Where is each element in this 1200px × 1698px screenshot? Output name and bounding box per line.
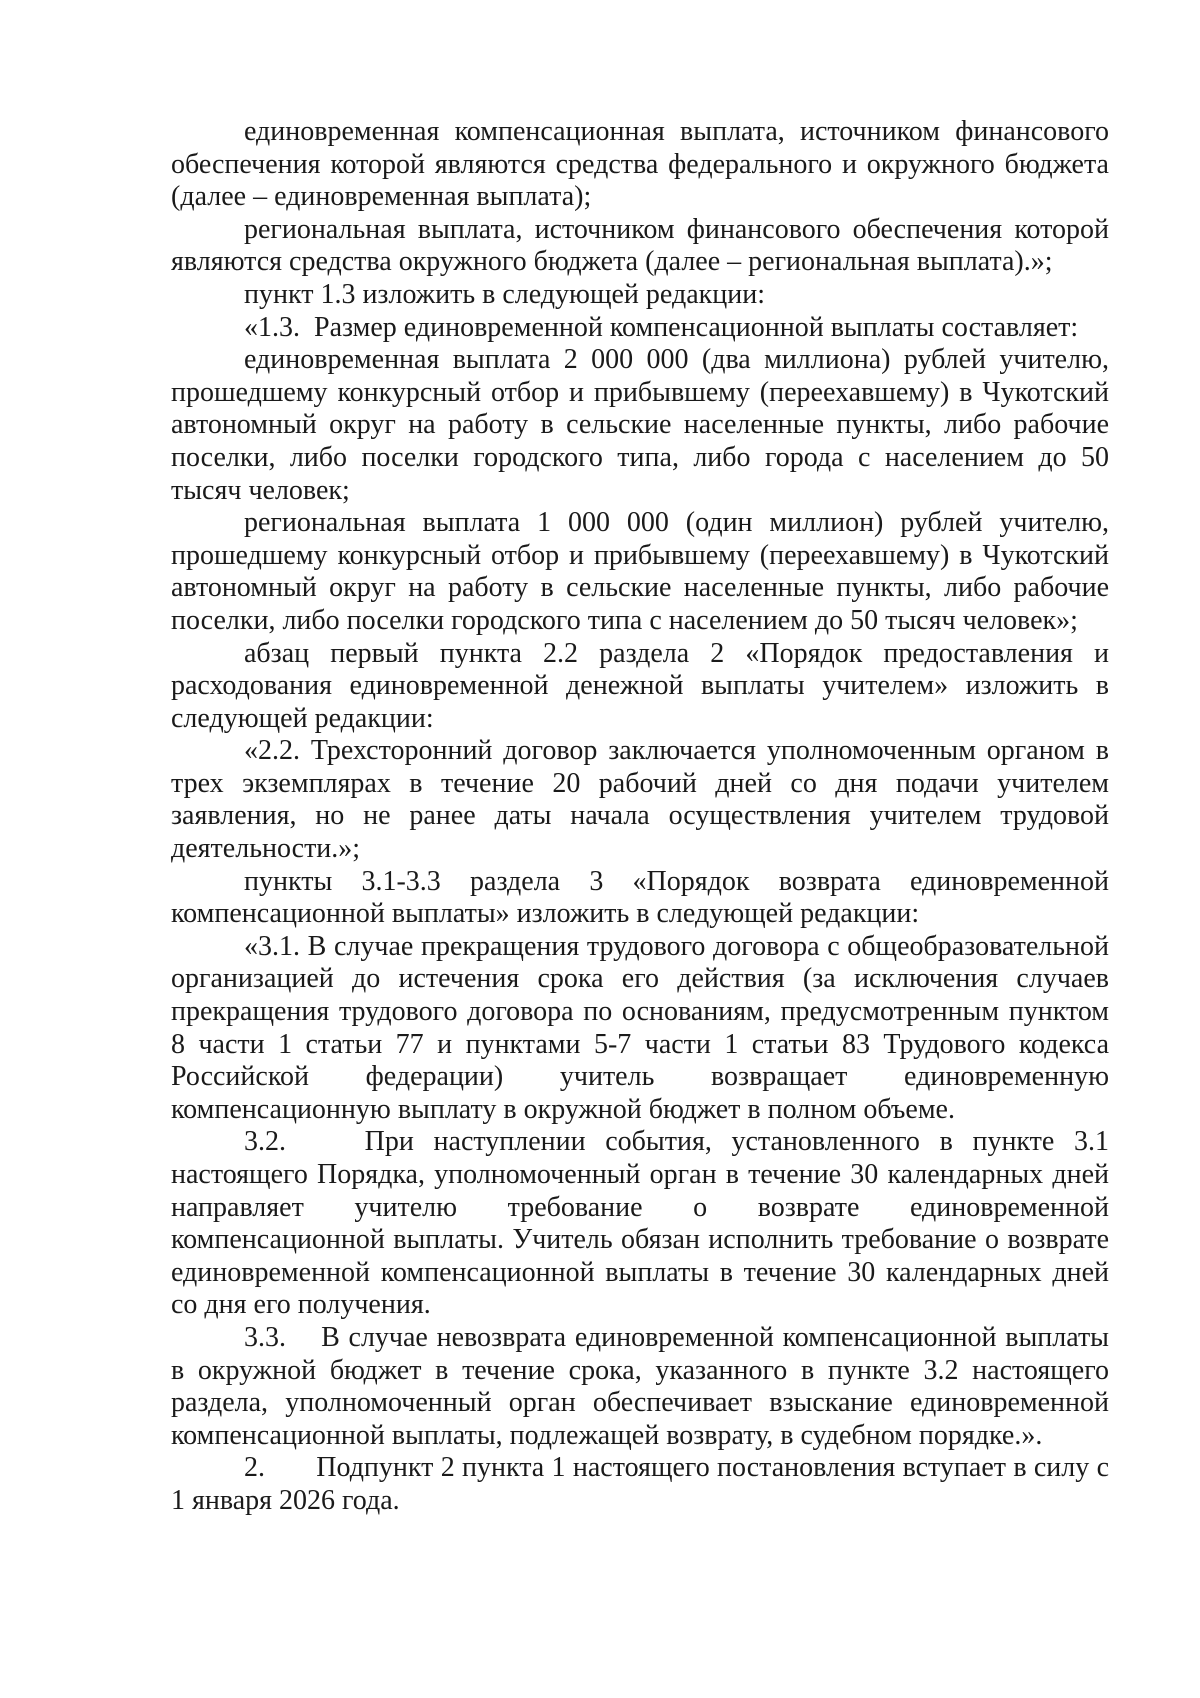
paragraph-clause-3-2: 3.2. При наступлении события, установленного в пункте 3.1 настоящего Порядка, уполномоченный орган в течение 30 календарных дней направляет учителю требование о возврате единовременной компенсационной выплаты. Учитель обязан исполнить требование о возврате единовременной компенсационной выплаты в течение 30 календарных дней со дня его получения. xyxy=(171,1126,1116,1321)
paragraph-item-2-effective-date: 2. Подпункт 2 пункта 1 настоящего постановления вступает в силу с 1 января 2026 года. xyxy=(171,1452,1116,1516)
paragraph-lump-sum-payment-definition: единовременная компенсационная выплата, источником финансового обеспечения которой являются средства федерального и окружного бюджета (далее – единовременная выплата); xyxy=(171,116,1116,213)
paragraph-regional-amount: региональная выплата 1 000 000 (один миллион) рублей учителю, прошедшему конкурсный отбор и прибывшему (переехавшему) в Чукотский автономный округ на работу в сельские населенные пункты, либо рабочие поселки, либо поселки городского типа с населением до 50 тысяч человек»; xyxy=(171,507,1116,636)
paragraph-clause-1-3-heading: «1.3. Размер единовременной компенсационной выплаты составляет: xyxy=(244,311,1079,343)
paragraph-clause-1-3-intro: пункт 1.3 изложить в следующей редакции: xyxy=(244,278,765,310)
paragraph-clauses-3-1-3-3-intro: пункты 3.1-3.3 раздела 3 «Порядок возврата единовременной компенсационной выплаты» изложить в следующей редакции: xyxy=(171,865,1116,930)
paragraph-regional-payment-definition: региональная выплата, источником финансового обеспечения которой являются средства окружного бюджета (далее – региональная выплата).»; xyxy=(171,213,1116,278)
paragraph-clause-2-2-intro: абзац первый пункта 2.2 раздела 2 «Порядок предоставления и расходования единовременной денежной выплаты учителем» изложить в следующей редакции: xyxy=(171,637,1116,734)
document-page xyxy=(171,116,1116,1518)
paragraph-clause-3-1: «3.1. В случае прекращения трудового договора с общеобразовательной организацией до истечения срока его действия (за исключения случаев прекращения трудового договора по основаниям, предусмотренным пунктом 8 части 1 статьи 77 и пунктами 5-7 части 1 статьи 83 Трудового кодекса Российской федерации) учитель возвращает единовременную компенсационную выплату в окружной бюджет в полном объеме. xyxy=(171,930,1116,1125)
paragraph-lump-sum-amount: единовременная выплата 2 000 000 (два миллиона) рублей учителю, прошедшему конкурсный отбор и прибывшему (переехавшему) в Чукотский автономный округ на работу в сельские населенные пункты, либо рабочие поселки, либо поселки городского типа, либо города с населением до 50 тысяч человек; xyxy=(171,344,1116,506)
paragraph-clause-3-3: 3.3. В случае невозврата единовременной компенсационной выплаты в окружной бюджет в течение срока, указанного в пункте 3.2 настоящего раздела, уполномоченный орган обеспечивает взыскание единовременной компенсационной выплаты, подлежащей возврату, в судебном порядке.». xyxy=(171,1321,1116,1451)
paragraph-clause-2-2-text: «2.2. Трехсторонний договор заключается уполномоченным органом в трех экземплярах в течение 20 рабочий дней со дня подачи учителем заявления, но не ранее даты начала осуществления учителем трудовой деятельности.»; xyxy=(171,735,1116,865)
